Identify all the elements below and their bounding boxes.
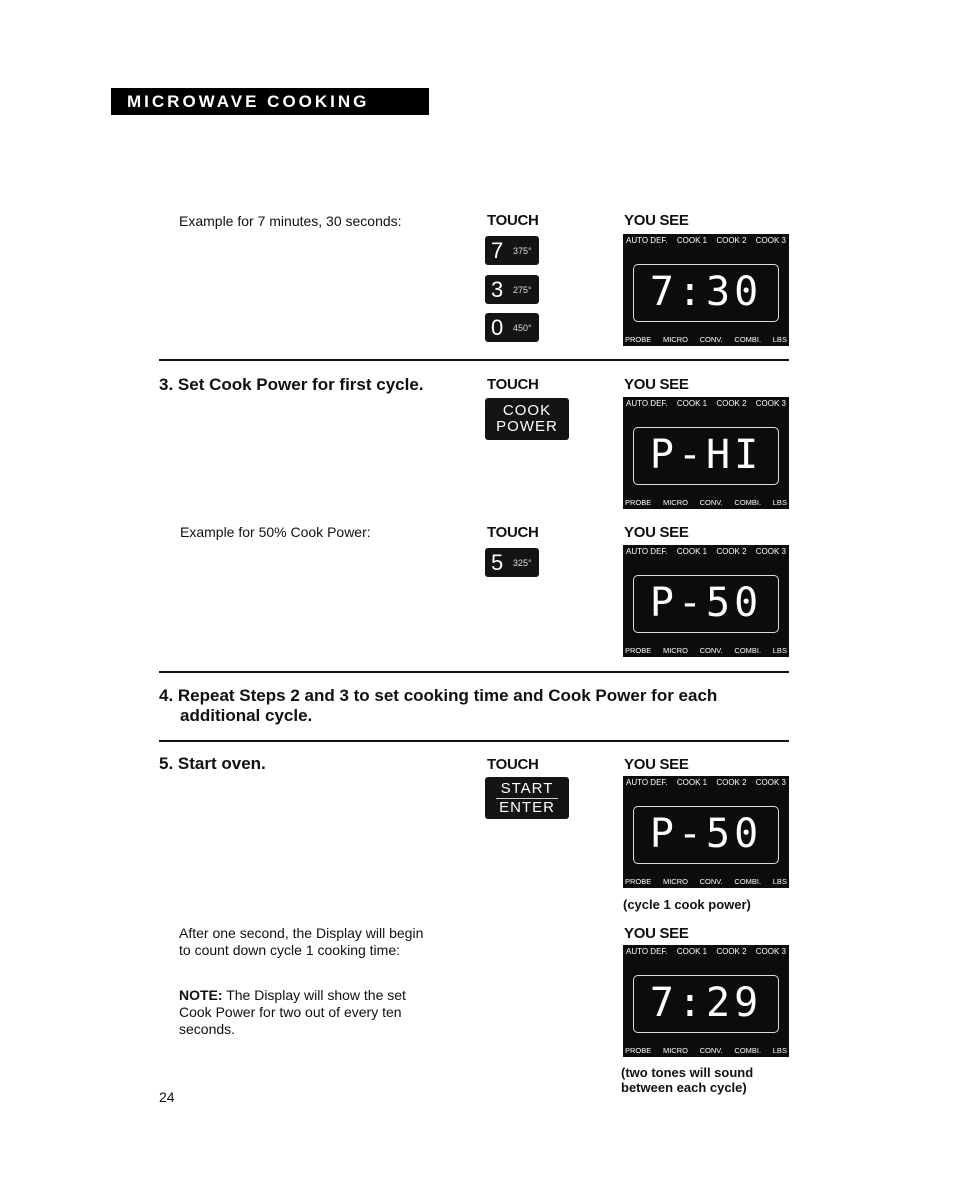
display-label: CONV. <box>699 646 723 655</box>
display-label: AUTO DEF. <box>626 778 668 787</box>
display-label: MICRO <box>662 1046 688 1055</box>
touch-label: TOUCH <box>487 376 539 393</box>
note-text: The Display will show the set <box>222 987 406 1003</box>
cook-power-button[interactable] <box>485 398 569 440</box>
display-window <box>633 575 779 633</box>
step-4-line: additional cycle. <box>180 706 313 725</box>
display-label: MICRO <box>662 498 688 507</box>
display-readout: P-50 <box>649 580 763 626</box>
display-label: COOK 1 <box>676 778 708 787</box>
display-label: PROBE <box>625 877 652 886</box>
display-top-labels <box>626 400 786 408</box>
display-label: COOK 2 <box>716 947 747 956</box>
key-temperature: 275° <box>513 284 532 295</box>
oven-display <box>623 945 789 1057</box>
display-top-labels <box>626 548 786 556</box>
key-number: 5 <box>491 549 504 575</box>
display-label: LBS <box>772 1046 787 1055</box>
display-label: LBS <box>772 335 787 344</box>
step-4-line: 4. Repeat Steps 2 and 3 to set cooking time and Cook Power for each <box>159 686 718 705</box>
display-label: COOK 3 <box>755 547 786 556</box>
display-label: LBS <box>772 646 787 655</box>
key-label: POWER <box>496 418 558 435</box>
display-label: AUTO DEF. <box>626 399 668 408</box>
display-label: MICRO <box>662 877 688 886</box>
display-label: COOK 3 <box>755 778 786 787</box>
display-readout: P-HI <box>649 432 763 478</box>
display-bottom-labels <box>625 1047 787 1055</box>
display-label: CONV. <box>699 498 723 507</box>
display-window <box>633 806 779 864</box>
display-label: PROBE <box>625 1046 652 1055</box>
display-label: AUTO DEF. <box>626 547 668 556</box>
key-number: 7 <box>491 237 504 263</box>
display-bottom-labels <box>625 336 787 344</box>
display-window <box>633 427 779 485</box>
note-label: NOTE: <box>179 987 223 1003</box>
key-temperature: 450° <box>513 322 532 333</box>
start-enter-button[interactable] <box>485 777 569 819</box>
display-window <box>633 264 779 322</box>
display-top-labels <box>626 779 786 787</box>
note-text: Cook Power for two out of every ten <box>179 1004 402 1020</box>
oven-display <box>623 776 789 888</box>
display-label: PROBE <box>625 646 652 655</box>
caption-line: (two tones will sound <box>621 1065 754 1080</box>
display-readout: 7:30 <box>649 269 763 315</box>
example-text-time: Example for 7 minutes, 30 seconds: <box>179 213 402 229</box>
display-label: AUTO DEF. <box>626 236 668 245</box>
key-label: COOK <box>502 402 552 419</box>
section-banner: MICROWAVE COOKING <box>111 88 429 115</box>
touch-label: TOUCH <box>487 212 539 229</box>
step-3-heading: 3. Set Cook Power for first cycle. <box>159 375 424 394</box>
display-caption <box>621 1065 753 1095</box>
step-4-heading <box>159 686 717 726</box>
display-label: COMBI. <box>734 877 762 886</box>
number-key-0[interactable] <box>485 313 539 342</box>
display-label: CONV. <box>699 877 723 886</box>
display-label: COMBI. <box>734 498 762 507</box>
display-label: COOK 2 <box>716 778 747 787</box>
display-label: LBS <box>772 877 787 886</box>
display-readout: P-50 <box>649 811 763 857</box>
display-bottom-labels <box>625 878 787 886</box>
display-label: COMBI. <box>734 335 762 344</box>
display-window <box>633 975 779 1033</box>
number-key-7[interactable] <box>485 236 539 265</box>
display-label: COMBI. <box>734 1046 762 1055</box>
display-label: COOK 2 <box>716 547 747 556</box>
display-label: COOK 3 <box>755 947 786 956</box>
display-label: AUTO DEF. <box>626 947 668 956</box>
you-see-label: YOU SEE <box>624 925 689 942</box>
caption-line: between each cycle) <box>621 1080 747 1095</box>
divider <box>159 671 789 673</box>
key-temperature: 325° <box>513 557 532 568</box>
paragraph-line: After one second, the Display will begin <box>179 925 424 941</box>
key-number: 3 <box>491 276 504 302</box>
you-see-label: YOU SEE <box>624 376 689 393</box>
display-label: COMBI. <box>734 646 762 655</box>
key-label: START <box>500 779 554 797</box>
display-bottom-labels <box>625 499 787 507</box>
display-label: LBS <box>772 498 787 507</box>
display-label: COOK 2 <box>716 399 747 408</box>
divider <box>159 359 789 361</box>
touch-label: TOUCH <box>487 524 539 541</box>
display-caption: (cycle 1 cook power) <box>623 897 751 912</box>
key-label: ENTER <box>499 798 555 816</box>
you-see-label: YOU SEE <box>624 212 689 229</box>
you-see-label: YOU SEE <box>624 524 689 541</box>
display-readout: 7:29 <box>649 980 763 1026</box>
display-label: MICRO <box>662 646 688 655</box>
step-5-heading: 5. Start oven. <box>159 754 266 773</box>
display-top-labels <box>626 237 786 245</box>
oven-display <box>623 545 789 657</box>
display-label: MICRO <box>662 335 688 344</box>
touch-label: TOUCH <box>487 756 539 773</box>
key-number: 0 <box>491 314 504 340</box>
display-label: COOK 1 <box>676 236 708 245</box>
display-label: COOK 2 <box>716 236 747 245</box>
display-label: COOK 1 <box>676 547 708 556</box>
display-label: CONV. <box>699 1046 723 1055</box>
you-see-label: YOU SEE <box>624 756 689 773</box>
number-key-5[interactable] <box>485 548 539 577</box>
display-bottom-labels <box>625 647 787 655</box>
display-label: COOK 3 <box>755 236 786 245</box>
note-text: seconds. <box>179 1021 236 1037</box>
oven-display <box>623 234 789 346</box>
display-label: COOK 1 <box>676 399 708 408</box>
display-label: PROBE <box>625 335 652 344</box>
display-label: COOK 3 <box>755 399 786 408</box>
oven-display <box>623 397 789 509</box>
countdown-paragraph <box>179 925 423 959</box>
number-key-3[interactable] <box>485 275 539 304</box>
display-label: COOK 1 <box>676 947 708 956</box>
page-number: 24 <box>159 1089 175 1105</box>
paragraph-line: to count down cycle 1 cooking time: <box>179 942 401 958</box>
key-temperature: 375° <box>513 245 532 256</box>
display-label: CONV. <box>699 335 723 344</box>
divider <box>159 740 789 742</box>
example-text-power: Example for 50% Cook Power: <box>180 524 371 540</box>
display-top-labels <box>626 948 786 956</box>
display-label: PROBE <box>625 498 652 507</box>
note-paragraph <box>179 987 406 1038</box>
